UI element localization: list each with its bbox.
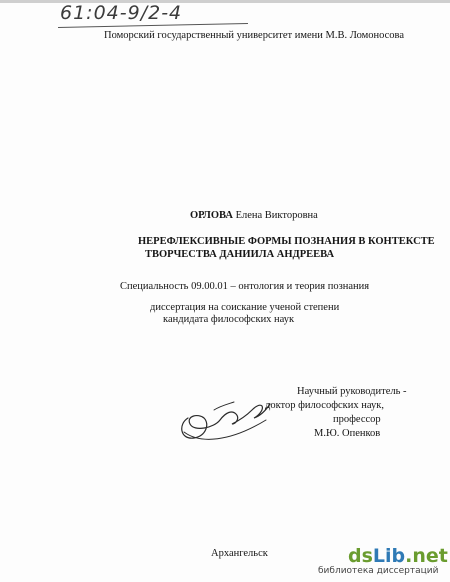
logo-wordmark: dsLib.net bbox=[348, 545, 448, 567]
advisor-title: профессор bbox=[333, 414, 381, 425]
advisor-degree: доктор философских наук, bbox=[265, 400, 384, 411]
thesis-title-line-1: НЕРЕФЛЕКСИВНЫЕ ФОРМЫ ПОЗНАНИЯ В КОНТЕКСТЕ bbox=[138, 236, 435, 247]
author-name bbox=[190, 210, 318, 222]
dissertation-degree-line-2: кандидата философских наук bbox=[163, 314, 295, 325]
dslib-watermark-logo bbox=[318, 545, 448, 576]
handwritten-signature bbox=[170, 380, 280, 450]
university-name: Поморский государственный университет имени М.В. Ломоносова bbox=[104, 30, 405, 41]
advisor-name: М.Ю. Опенков bbox=[314, 428, 381, 439]
handwritten-catalog-number: 61:04-9/2-4 bbox=[60, 2, 183, 24]
advisor-role: Научный руководитель - bbox=[297, 386, 407, 397]
author-given-names: Елена Викторовна bbox=[235, 210, 318, 221]
specialty-line: Специальность 09.00.01 – онтология и теория познания bbox=[120, 281, 370, 292]
logo-tagline: библиотека диссертаций bbox=[318, 566, 439, 576]
thesis-title-line-2: ТВОРЧЕСТВА ДАНИИЛА АНДРЕЕВА bbox=[145, 249, 335, 260]
dissertation-degree-line-1: диссертация на соискание ученой степени bbox=[150, 302, 340, 313]
author-surname: ОРЛОВА bbox=[190, 210, 233, 221]
city-name: Архангельск bbox=[211, 548, 268, 559]
